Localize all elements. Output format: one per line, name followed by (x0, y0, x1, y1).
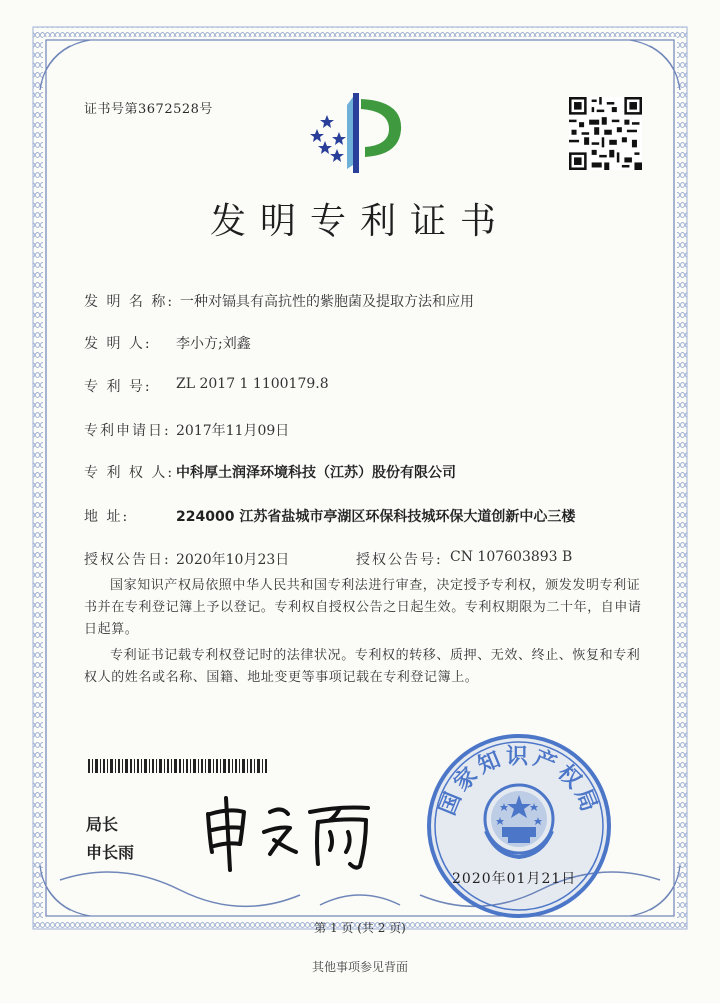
handwritten-signature (200, 792, 390, 872)
footer-note: 其他事项参见背面 (311, 960, 408, 974)
official-seal-icon (424, 731, 614, 921)
national-emblem-icon (485, 785, 553, 857)
patentee-label: 专 利 权 人: (84, 465, 175, 481)
grant-number-value: CN 107603893 B (450, 549, 573, 565)
invention-name-value: 一种对镉具有高抗性的紫胞菌及提取方法和应用 (180, 294, 474, 310)
seal-text: 国家知识产权局 (435, 744, 603, 819)
address-value: 224000 江苏省盐城市亭湖区环保科技城环保大道创新中心三楼 (176, 509, 576, 525)
seal-date: 2020年01月21日 (452, 871, 577, 887)
director-name: 申长雨 (86, 843, 135, 862)
inventor-label: 发 明 人: (84, 336, 152, 352)
certificate-title: 发明专利证书 (209, 201, 510, 242)
address-label: 地 址: (84, 509, 130, 525)
patent-number-value: ZL 2017 1 1100179.8 (176, 376, 329, 392)
inventor-value: 李小方;刘鑫 (176, 336, 251, 352)
page-number: 第 1 页 (共 2 页) (314, 921, 406, 935)
director-title: 局长 (86, 815, 119, 834)
barcode-icon (88, 759, 268, 773)
patent-office-logo-icon (303, 85, 413, 177)
invention-name-label: 发 明 名 称: (84, 294, 175, 310)
qr-code-icon (569, 97, 642, 170)
grant-date-value: 2020年10月23日 (176, 552, 290, 568)
filing-date-value: 2017年11月09日 (176, 423, 290, 439)
filing-date-label: 专利申请日: (84, 423, 171, 439)
grant-date-label: 授权公告日: (84, 552, 171, 568)
patentee-value: 中科厚土润泽环境科技（江苏）股份有限公司 (176, 465, 456, 481)
patent-number-label: 专 利 号: (84, 379, 152, 395)
grant-statement-paragraph: 国家知识产权局依照中华人民共和国专利法进行审查，决定授予专利权，颁发发明专利证书并在专利登记簿上予以登记。专利权自授权公告之日起生效。专利权期限为二十年，自申请日起算。 (84, 578, 642, 637)
grant-number-label: 授权公告号: (356, 552, 443, 568)
legal-status-paragraph: 专利证书记载专利权登记时的法律状况。专利权的转移、质押、无效、终止、恢复和专利权人的姓名或名称、国籍、地址变更等事项记载在专利登记簿上。 (84, 648, 641, 685)
certificate-number: 证书号第3672528号 (84, 102, 213, 117)
